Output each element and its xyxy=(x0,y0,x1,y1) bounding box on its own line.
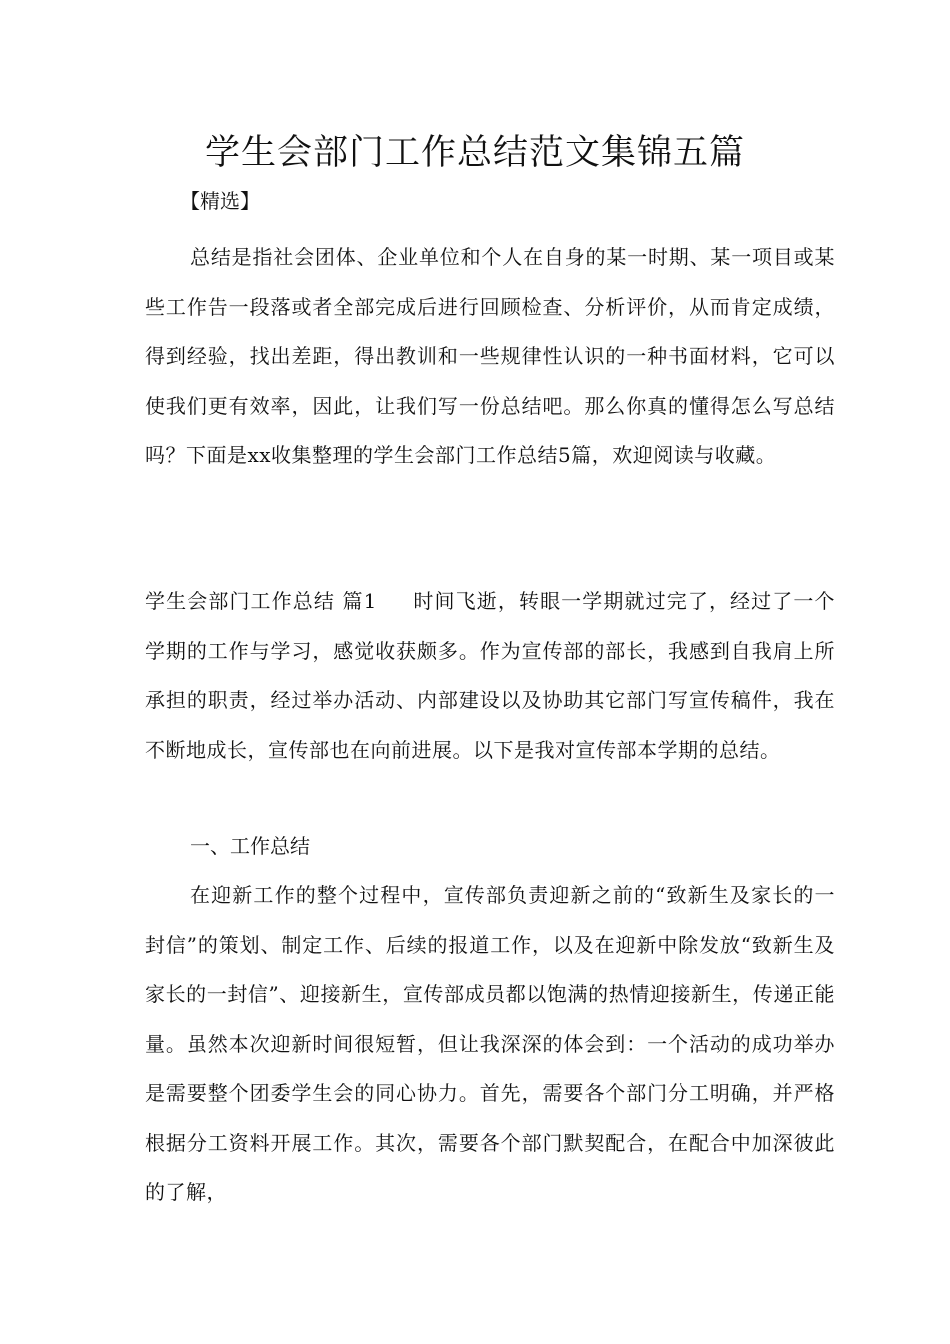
intro-paragraph: 总结是指社会团体、企业单位和个人在自身的某一时期、某一项目或某些工作告一段落或者全部完成后进行回顾检查、分析评价，从而肯定成绩，得到经验，找出差距，得出教训和一些规律性认识的一种书面材料，它可以使我们更有效率，因此，让我们写一份总结吧。那么你真的懂得怎么写总结吗？下面是xx收集整理的学生会部门工作总结5篇，欢迎阅读与收藏。 xyxy=(145,245,835,467)
body-paragraph: 在迎新工作的整个过程中，宣传部负责迎新之前的“致新生及家长的一封信”的策划、制定工作、后续的报道工作，以及在迎新中除发放“致新生及家长的一封信”、迎接新生，宣传部成员都以饱满的热情迎接新生，传递正能量。虽然本次迎新时间很短暂，但让我深深的体会到：一个活动的成功举办是需要整个团委学生会的同心协力。首先，需要各个部门分工明确，并严格根据分工资料开展工作。其次，需要各个部门默契配合，在配合中加深彼此的了解， xyxy=(145,883,835,1204)
section1-paragraph xyxy=(145,577,835,775)
section-heading-work-summary: 一、工作总结 xyxy=(190,834,310,858)
document-title: 学生会部门工作总结范文集锦五篇 xyxy=(204,133,745,173)
document-tag: 【精选】 xyxy=(180,189,260,213)
section1-text: 时间飞逝，转眼一学期就过完了，经过了一个学期的工作与学习，感觉收获颇多。作为宣传部的部长，我感到自我肩上所承担的职责，经过举办活动、内部建设以及协助其它部门写宣传稿件，我在不断地成长，宣传部也在向前进展。以下是我对宣传部本学期的总结。 xyxy=(145,589,835,762)
section1-label: 学生会部门工作总结 篇1 xyxy=(145,589,377,613)
